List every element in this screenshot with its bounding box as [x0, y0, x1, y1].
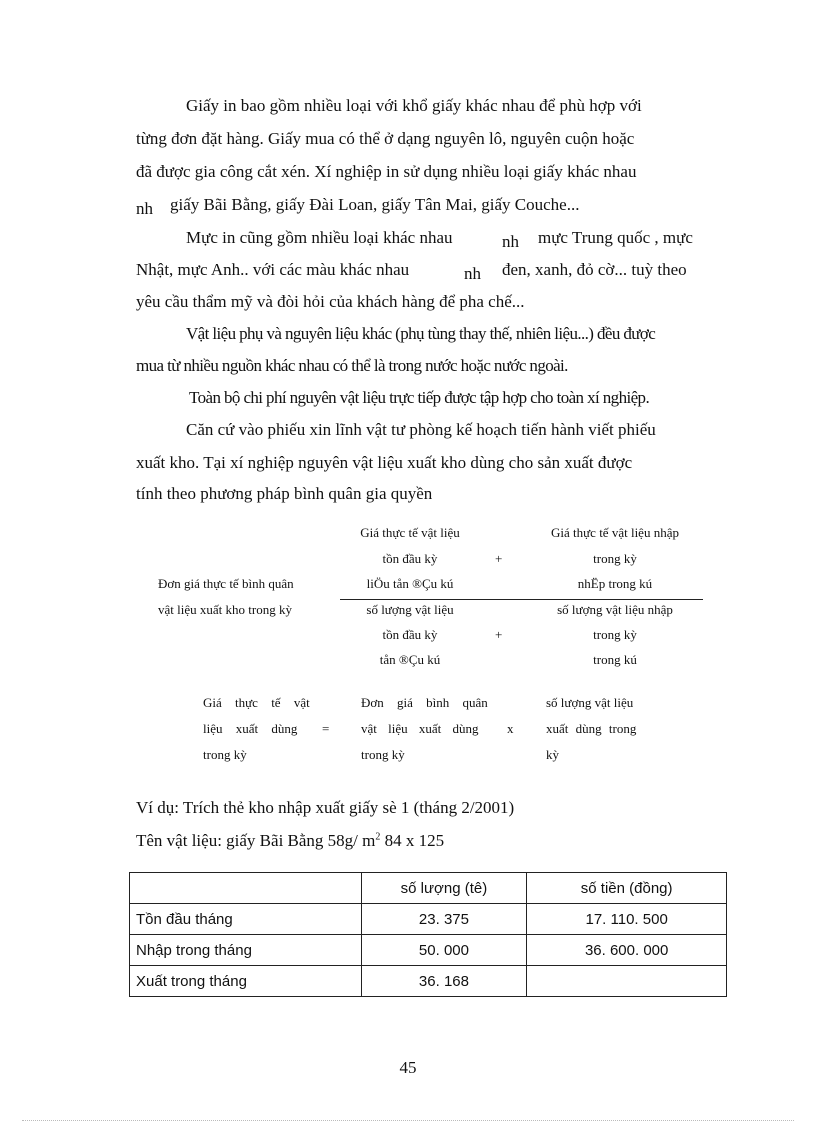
stock-card-table — [129, 872, 727, 997]
paragraph-line: Mực in cũng gồm nhiều loại khác nhau — [186, 228, 453, 247]
paragraph-line: Toàn bộ chi phí nguyên vật liệu trực tiếp được tập hợp cho toàn xí nghiệp. — [189, 388, 650, 407]
numerator-left: liÖu tån ®Çu kú — [366, 576, 454, 591]
table-row — [130, 966, 727, 997]
formula-lhs: Đơn giá thực tế bình quân — [158, 576, 294, 591]
formula2-term-b: Đơn giá bình quân — [361, 695, 488, 710]
denominator-right: trong kỳ — [593, 627, 637, 642]
numerator-left: tồn đầu kỳ — [382, 551, 438, 566]
paragraph-line: tính theo phương pháp bình quân gia quyền — [136, 484, 433, 503]
plus-sign: + — [495, 627, 503, 642]
material-name: Tên vật liệu: giấy Bãi Bằng 58g/ $m^2$ 84 x 125 — [136, 831, 445, 850]
formula2-term-c: số lượng vật liệu — [546, 695, 634, 710]
denominator-left: tồn đầu kỳ — [382, 627, 438, 642]
denominator-left: số lượng vật liệu — [366, 602, 454, 617]
paragraph-line: Nhật, mực Anh.. với các màu khác nhau — [136, 260, 410, 279]
times-sign: x — [507, 721, 514, 736]
row-quantity: 50. 000 — [361, 935, 527, 966]
page-bottom-divider — [22, 1120, 794, 1121]
denominator-right: số lượng vật liệu nhập — [557, 602, 673, 617]
numerator-right: Giá thực tế vật liệu nhập — [551, 525, 679, 540]
formula2-term-b: trong kỳ — [361, 747, 405, 762]
equals-sign: = — [322, 721, 330, 736]
row-label: Xuất trong tháng — [130, 966, 362, 997]
paragraph-line: yêu cầu thẩm mỹ và đòi hỏi của khách hàng để pha chế... — [136, 292, 525, 311]
numerator-left: Giá thực tế vật liệu — [360, 525, 460, 540]
formula2-term-c: kỳ — [546, 747, 559, 762]
header-quantity: số lượng (tê) — [361, 873, 527, 904]
formula2-term-a: trong kỳ — [203, 747, 247, 762]
row-quantity: 23. 375 — [361, 904, 527, 935]
plus-sign: + — [495, 551, 503, 566]
abbrev-nh: nh — [502, 232, 519, 251]
numerator-right: trong kỳ — [593, 551, 637, 566]
paragraph-line: đã được gia công cắt xén. Xí nghiệp in sử dụng nhiều loại giấy khác nhau — [136, 162, 637, 181]
table-row — [130, 904, 727, 935]
example-title: Ví dụ: Trích thẻ kho nhập xuất giấy sè 1 (tháng 2/2001) — [136, 798, 515, 817]
row-quantity: 36. 168 — [361, 966, 527, 997]
paragraph-line: đen, xanh, đỏ cờ... tuỳ theo — [502, 260, 687, 279]
formula2-term-c: xuất dùng trong — [546, 721, 637, 736]
paragraph-line: Vật liệu phụ và nguyên liệu khác (phụ tùng thay thế, nhiên liệu...) đều được — [186, 324, 656, 343]
abbrev-nh: nh — [136, 199, 153, 218]
paragraph-line: giấy Bãi Bằng, giấy Đài Loan, giấy Tân Mai, giấy Couche... — [170, 195, 580, 214]
header-amount: số tiền (đồng) — [527, 873, 727, 904]
table-row — [130, 935, 727, 966]
fraction-bar — [340, 599, 703, 600]
table-header-row — [130, 873, 727, 904]
paragraph-line: Giấy in bao gồm nhiều loại với khổ giấy khác nhau để phù hợp với — [186, 96, 642, 115]
denominator-right: trong kú — [593, 652, 637, 667]
formula2-term-a: Giá thực tế vật — [203, 695, 310, 710]
header-cell — [130, 873, 362, 904]
row-label: Nhập trong tháng — [130, 935, 362, 966]
denominator-left: tån ®Çu kú — [379, 652, 441, 667]
paragraph-line: từng đơn đặt hàng. Giấy mua có thể ở dạng nguyên lô, nguyên cuộn hoặc — [136, 129, 635, 148]
formula2-term-b: vật liệu xuất dùng — [361, 721, 479, 736]
row-label: Tồn đầu tháng — [130, 904, 362, 935]
paragraph-line: Căn cứ vào phiếu xin lĩnh vật tư phòng kế hoạch tiến hành viết phiếu — [186, 420, 656, 439]
formula-lhs: vật liệu xuất kho trong kỳ — [158, 602, 292, 617]
row-amount: 36. 600. 000 — [527, 935, 727, 966]
paragraph-line: mực Trung quốc , mực — [538, 228, 693, 247]
row-amount — [527, 966, 727, 997]
paragraph-line: xuất kho. Tại xí nghiệp nguyên vật liệu xuất kho dùng cho sản xuất được — [136, 453, 633, 472]
page-number: 45 — [399, 1058, 417, 1077]
paragraph-line: mua từ nhiều nguồn khác nhau có thể là trong nước hoặc nước ngoài. — [136, 356, 568, 375]
row-amount: 17. 110. 500 — [527, 904, 727, 935]
formula2-term-a: liệu xuất dùng — [203, 721, 298, 736]
numerator-right: nhËp trong kú — [577, 576, 653, 591]
abbrev-nh: nh — [464, 264, 481, 283]
